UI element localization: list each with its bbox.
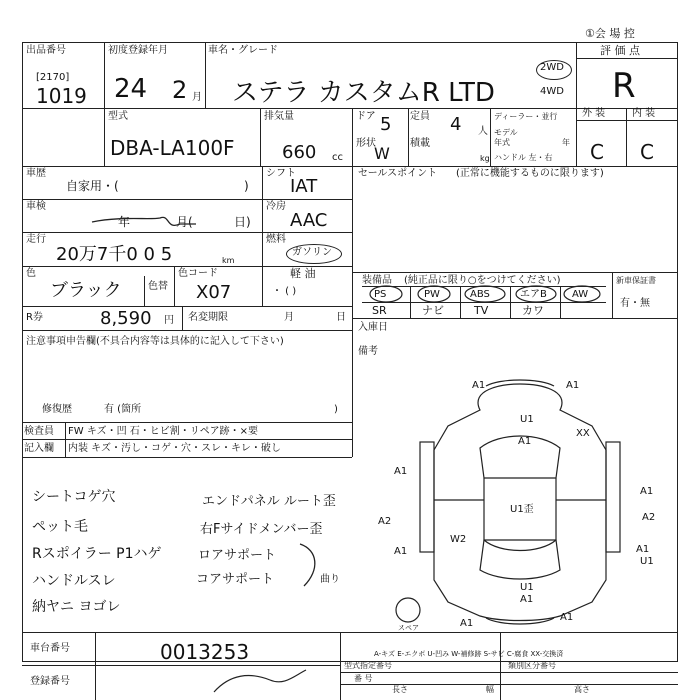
fuel-label: 燃料: [266, 234, 286, 245]
rating-label: 評 価 点: [600, 44, 640, 57]
model-year-suffix: 年: [562, 138, 570, 147]
shape-label: 形状: [356, 138, 376, 149]
legend-row2: 内装 キズ・汚し・コゲ・穴・スレ・キレ・破し: [68, 443, 281, 454]
usage-label: 車歴: [26, 168, 46, 179]
note-left-4: ハンドルスレ: [32, 573, 116, 589]
note-left-1: シートコゲ穴: [32, 489, 116, 505]
usage-value: 自家用・(: [66, 179, 119, 193]
rule: [352, 318, 678, 319]
remarks-label: 備考: [358, 346, 378, 357]
ac-value: AAC: [290, 210, 328, 231]
first-reg-month: 2: [172, 76, 188, 104]
mark-5: XX: [576, 428, 590, 439]
fuel-gasoline: ガソリン: [292, 247, 332, 258]
note-right-2: 右Fサイドメンバー歪: [200, 522, 323, 537]
doors-value: 5: [380, 114, 392, 135]
rule: [260, 108, 261, 166]
model-label: 型式: [108, 111, 128, 122]
rule: [612, 272, 613, 318]
reg-label: 登録番号: [30, 676, 70, 687]
lot-sub: [2170]: [36, 72, 70, 83]
rule: [22, 439, 352, 440]
note-right-5: 曲り: [320, 574, 340, 585]
first-reg-year: 24: [114, 74, 148, 104]
note-right-1: エンドパネル ルート歪: [202, 494, 336, 509]
exterior-label: 外 装: [582, 108, 606, 119]
mileage-label: 走行: [26, 234, 46, 245]
legend-row2-label: 記入欄: [24, 443, 54, 454]
capacity-value: 4: [450, 114, 462, 135]
inspection-day-suffix: 日): [234, 215, 251, 229]
mark-2: A1: [566, 380, 580, 391]
inspection-strike: [90, 206, 200, 232]
drive-4wd: 4WD: [540, 86, 564, 97]
rule: [95, 632, 96, 700]
mileage-unit: km: [222, 256, 235, 265]
color-value: ブラック: [50, 280, 122, 301]
spare-label: スペア: [398, 624, 419, 632]
note-right-4: コアサポート: [196, 572, 275, 587]
new-cert-label: 新車保証書: [616, 276, 656, 285]
mark-15: A1: [460, 618, 474, 629]
interior-value: C: [640, 140, 654, 164]
shape-value: W: [374, 144, 390, 163]
ac-label: 冷房: [266, 201, 286, 212]
recycle-unit: 円: [164, 315, 174, 326]
displacement-label: 排気量: [264, 111, 294, 122]
displacement-unit: cc: [332, 152, 343, 163]
rule: [22, 422, 352, 423]
deadline-day: 日: [336, 312, 346, 323]
equip-abs: ABS: [470, 289, 490, 300]
rule: [65, 422, 66, 457]
rule: [340, 672, 678, 673]
color-code-value: X07: [196, 282, 232, 303]
rule: [576, 42, 577, 166]
deadline-label: 名変期限: [188, 312, 228, 323]
car-diagram: [360, 370, 678, 632]
equipment-note: (純正品に限り○をつけてください): [404, 275, 561, 286]
note-bracket: [296, 540, 326, 590]
chassis-value: 0013253: [160, 640, 250, 664]
rule: [205, 42, 206, 108]
shift-value: IAT: [290, 176, 318, 197]
equip-tv: TV: [474, 304, 489, 317]
inspection-label: 車検: [26, 201, 46, 212]
color-label: 色: [26, 268, 36, 279]
recycle-value: 8,590: [100, 308, 152, 329]
rule: [22, 232, 352, 233]
rule: [22, 665, 340, 666]
mark-4: A1: [518, 436, 532, 447]
reg-scribble: [210, 668, 310, 698]
rule: [408, 108, 409, 166]
name-value: ステラ カスタムR LTD: [232, 78, 495, 108]
equip-sr: SR: [372, 304, 387, 317]
rule: [352, 272, 678, 273]
capacity-label: 定員: [410, 111, 430, 122]
rule: [626, 108, 627, 166]
height-label: 高さ: [574, 685, 590, 694]
equip-airbag: エアB: [520, 289, 547, 300]
diagram-legend: A-キズ E-エクボ U-凹み W-補修跡 S-サビ C-腐食 XX-交換済: [374, 650, 564, 658]
deadline-month: 月: [284, 312, 294, 323]
handle-label: ハンドル 左・右: [494, 153, 553, 162]
rule: [22, 632, 678, 633]
venue-label: ①会 場 控: [585, 27, 635, 40]
capacity-unit: 人: [478, 126, 488, 137]
recycle-label: R券: [26, 312, 43, 323]
type-cert-label: 型式指定番号: [344, 661, 392, 670]
rule: [22, 166, 678, 167]
length-label: 長さ: [392, 685, 408, 694]
mark-9: U1歪: [510, 504, 534, 515]
mark-12: A1: [394, 546, 408, 557]
name-label: 車名・グレード: [208, 45, 278, 56]
equip-pw: PW: [424, 289, 440, 300]
rule: [340, 632, 341, 700]
mark-18: A1: [520, 594, 534, 605]
sales-point-note: (正常に機能するものに限ります): [456, 168, 604, 179]
legend-row1: FW キズ・凹 石・ヒビ割・リペア跡・×要: [68, 426, 258, 437]
equip-aw: AW: [572, 289, 589, 300]
arrival-label: 入庫日: [358, 322, 388, 333]
interior-label: 内 装: [632, 108, 656, 119]
rule: [174, 266, 175, 306]
equip-circles: [360, 284, 610, 304]
drive-2wd: 2WD: [540, 62, 564, 73]
note-left-3: Rスポイラー P1ハゲ: [32, 546, 162, 562]
stamp-label: 番 号: [354, 674, 373, 683]
displacement-value: 660: [282, 142, 317, 163]
caution-label: 注意事項申告欄(不具合内容等は具体的に記入して下さい): [26, 336, 284, 347]
rule: [340, 684, 678, 685]
rule: [104, 42, 105, 166]
first-reg-label: 初度登録年月: [108, 45, 168, 56]
inspection-year-suffix: 年: [118, 215, 131, 229]
mileage-value: 20万7千0 0 5: [56, 244, 173, 265]
shift-label: シフト: [266, 168, 296, 179]
rule: [576, 58, 678, 59]
mark-10: A2: [642, 512, 656, 523]
model-value: DBA-LA100F: [110, 136, 235, 160]
width-label: 幅: [486, 685, 494, 694]
inspection-month-suffix: 月(: [176, 215, 193, 229]
month-suffix: 月: [192, 92, 202, 103]
load-unit: kg: [480, 154, 490, 163]
rating-value: R: [612, 66, 636, 106]
equip-leather: カワ: [522, 304, 544, 317]
repair-close: ): [334, 404, 338, 415]
chassis-label: 車台番号: [30, 643, 70, 654]
equipment-label: 装備品: [362, 275, 392, 286]
mark-16: U1: [520, 582, 534, 593]
mark-14: A1: [636, 544, 650, 555]
model-year-label: モデル年式: [494, 128, 518, 147]
color-change-label: 色替: [148, 281, 168, 292]
load-label: 積載: [410, 138, 430, 149]
rule: [182, 306, 183, 330]
rule: [22, 306, 352, 307]
mark-7: A1: [640, 486, 654, 497]
note-left-2: ペット毛: [32, 519, 88, 535]
class-label: 類別区分番号: [508, 661, 556, 670]
rule: [262, 166, 263, 306]
lot-number: 1019: [36, 84, 87, 108]
color-code-label: 色コード: [178, 268, 218, 279]
lot-label: 出品番号: [26, 45, 66, 56]
fuel-other: ・ ( ): [272, 286, 297, 297]
rule: [22, 199, 352, 200]
rule: [22, 330, 352, 331]
usage-close: ): [244, 179, 249, 193]
note-left-5: 納ヤニ ヨゴレ: [32, 599, 121, 615]
fuel-diesel: 軽 油: [290, 267, 316, 280]
rule: [490, 108, 491, 166]
mark-8: A2: [378, 516, 392, 527]
exterior-value: C: [590, 140, 604, 164]
equip-navi: ナビ: [422, 304, 444, 317]
legend-row1-label: 検査員: [24, 426, 54, 437]
equip-ps: PS: [374, 289, 387, 300]
mark-11: W2: [450, 534, 467, 545]
sales-point-label: セールスポイント: [358, 168, 438, 179]
mark-17: A1: [560, 612, 574, 623]
new-cert-value: 有・無: [620, 298, 650, 309]
repair-value: 有 (箇所: [104, 404, 142, 415]
dealer-label: ディーラー・並行: [494, 112, 558, 121]
doors-label: ドア: [356, 111, 376, 122]
rule: [22, 457, 352, 458]
rule: [500, 632, 501, 700]
rule: [144, 276, 145, 306]
mark-1: A1: [472, 380, 486, 391]
rule: [576, 120, 678, 121]
mark-6: A1: [394, 466, 408, 477]
mark-13: U1: [640, 556, 654, 567]
note-right-3: ロアサポート: [198, 548, 277, 563]
repair-label: 修復歴: [42, 404, 72, 415]
mark-3: U1: [520, 414, 534, 425]
rule: [352, 108, 353, 457]
